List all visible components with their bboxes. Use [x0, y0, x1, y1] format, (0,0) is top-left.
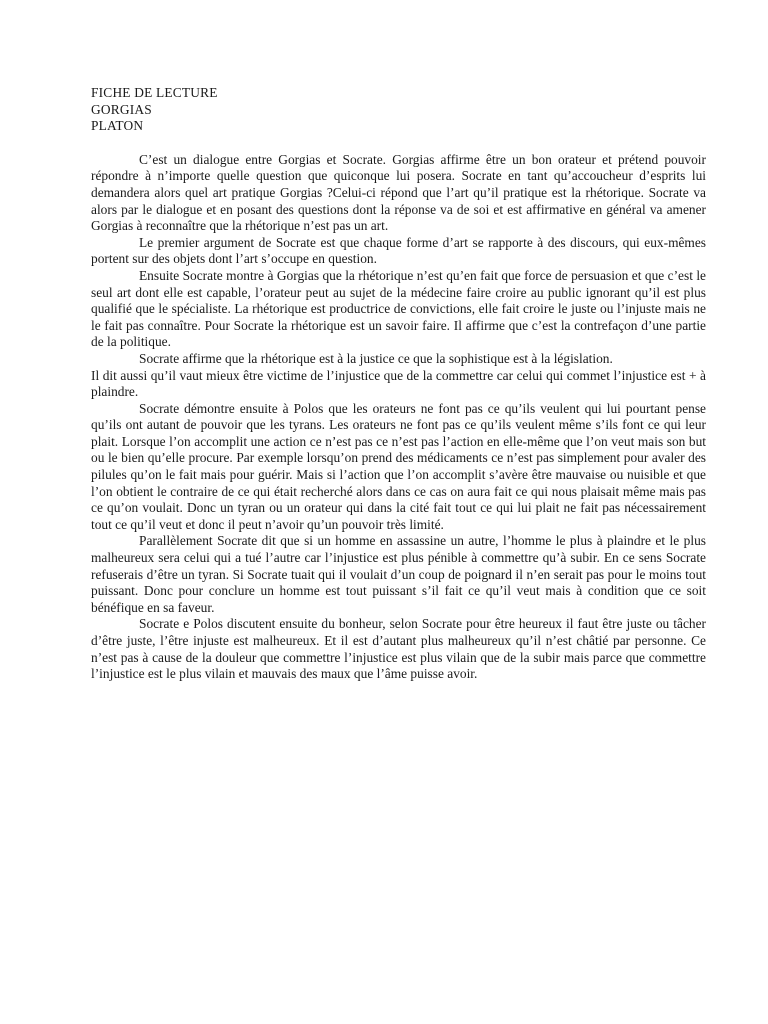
- paragraph: Ensuite Socrate montre à Gorgias que la rhétorique n’est qu’en fait que force de persuasion et que c’est le seul art dont elle est capable, l’orateur peut au sujet de la médecine faire croire au public ignorant qu’il est plus qualifié que le spécialiste. La rhétorique est productrice de convictions, elle fait croire le juste ou l’injuste mais ne le fait pas connaître. Pour Socrate la rhétorique est un savoir faire. Il affirme que c’est la contrefaçon d’une partie de la politique.: [91, 267, 706, 350]
- document-page: [91, 85, 706, 683]
- document-type-heading: FICHE DE LECTURE: [91, 85, 218, 100]
- paragraph: Socrate démontre ensuite à Polos que les orateurs ne font pas ce qu’ils veulent qui lui pourtant pense qu’ils ont autant de pouvoir que les tyrans. Les orateurs ne font pas ce qu’ils veulent même s’ils font ce qui leur plait. Lorsque l’on accomplit une action ce n’est pas ce n’est pas l’action en elle-même que l’on veut mais son but ou le bien qu’elle procure. Par exemple lorsqu’on prend des médicaments ce n’est pas simplement pour avaler des pilules qu’on le fait mais pour guérir. Mais si l’action que l’on accomplit s’avère être mauvaise ou nuisible et que l’on obtient le contraire de ce qui était recherché alors dans ce cas on aura fait ce qui nous plaisait même mais pas ce qu’on voulait. Donc un tyran ou un orateur qui dans la cité fait tout ce qui lui plait ne fait pas nécessairement tout ce qu’il veut et donc il peut n’avoir qu’un pouvoir très limité.: [91, 400, 706, 532]
- paragraph: Socrate affirme que la rhétorique est à la justice ce que la sophistique est à la législation.: [139, 350, 613, 366]
- book-title-heading: GORGIAS: [91, 101, 152, 117]
- document-header: [91, 85, 706, 135]
- paragraph: Il dit aussi qu’il vaut mieux être victime de l’injustice que de la commettre car celui qui commet l’injustice est + à plaindre.: [91, 367, 706, 400]
- paragraph: C’est un dialogue entre Gorgias et Socrate. Gorgias affirme être un bon orateur et prétend pouvoir répondre à n’importe quelle question que quiconque lui posera. Socrate en tant qu’accoucheur d’esprits lui demandera alors quel art pratique Gorgias ?Celui-ci répond que l’art qu’il pratique est la rhétorique. Socrate va alors par le dialogue et en posant des questions dont la réponse va de soi et est affirmative en général va amener Gorgias à reconnaître que la rhétorique n’est pas un art.: [91, 151, 706, 234]
- document-body: [91, 152, 706, 683]
- paragraph: Parallèlement Socrate dit que si un homme en assassine un autre, l’homme le plus à plaindre et le plus malheureux sera celui qui a tué l’autre car l’injustice est plus pénible à commettre qu’à subir. En ce sens Socrate refuserais d’être un tyran. Si Socrate tuait qui il voulait d’un coup de poignard il n’en serait pas pour le moins tout puissant. Donc pour conclure un homme est tout puissant s’il fait ce qu’il veut mais à condition que ce soit bénéfique en sa faveur.: [91, 533, 706, 615]
- author-heading: PLATON: [91, 118, 144, 134]
- paragraph: Le premier argument de Socrate est que chaque forme d’art se rapporte à des discours, qui eux-mêmes portent sur des objets dont l’art s’occupe en question.: [91, 234, 706, 267]
- paragraph: Socrate e Polos discutent ensuite du bonheur, selon Socrate pour être heureux il faut être juste ou tâcher d’être juste, l’être injuste est malheureux. Et il est d’autant plus malheureux qu’il n’est châtié par personne. Ce n’est pas à cause de la douleur que commettre l’injustice est plus vilain que de la subir mais parce que commettre l’injustice est le plus vilain et mauvais des maux que l’âme puisse avoir.: [91, 616, 706, 682]
